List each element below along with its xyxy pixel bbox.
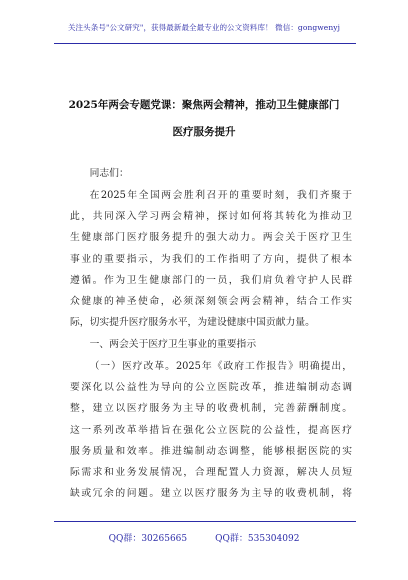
salutation-text: 同志们：: [89, 168, 129, 179]
paragraph-line: 服务质量和效率。推进编制动态调整，能够根据医院的实: [70, 445, 352, 457]
paragraph-line: 缺或冗余的问题。建立以医疗服务为主导的收费机制，将: [70, 488, 352, 500]
footer: [0, 531, 408, 544]
paragraph-line: 要深化以公益性为导向的公立医院改革，推进编制动态调: [70, 382, 352, 394]
paragraph-line: 际需求和业务发展情况，合理配置人力资源，解决人员短: [70, 466, 352, 478]
footer-qq-group-2: QQ群：535304092: [215, 534, 300, 544]
document-title-line-1: 2025年两会专题党课：聚焦两会精神，推动卫生健康部门: [68, 99, 340, 111]
paragraph-line: （一）医疗改革。2025年《政府工作报告》明确提出，: [89, 361, 352, 372]
paragraph-line: 这一系列改革举措旨在强化公立医院的公益性，提高医疗: [70, 424, 352, 436]
paragraph-line: 遵循。作为卫生健康部门的一员，我们肩负着守护人民群: [70, 274, 352, 286]
paragraph-1: [70, 185, 352, 333]
header-divider: [54, 43, 356, 44]
paragraph-line: 此，共同深入学习两会精神，探讨如何将其转化为推动卫: [70, 211, 352, 223]
footer-divider: [54, 521, 356, 522]
document-title-line-2: 医疗服务提升: [172, 126, 236, 138]
paragraph-line: 众健康的神圣使命，必须深刻领会两会精神，结合工作实: [70, 295, 352, 307]
header-banner: 关注头条号"公文研究"，获得最新最全最专业的公文资料库！ 微信：gongwenyj: [67, 23, 341, 32]
paragraph-line: 际，切实提升医疗服务水平，为建设健康中国贡献力量。: [70, 317, 315, 329]
section-heading-text: 一、两会关于医疗卫生事业的重要指示: [89, 339, 257, 350]
paragraph-2: [70, 356, 352, 504]
salutation: [70, 163, 352, 184]
paragraph-line: 生健康部门医疗服务提升的强大动力。两会关于医疗卫生: [70, 232, 352, 244]
paragraph-line: 整，建立以医疗服务为主导的收费机制，完善薪酬制度。: [70, 403, 352, 415]
paragraph-line: 在2025年全国两会胜利召开的重要时刻，我们齐聚于: [89, 190, 352, 201]
section-1-heading: [70, 334, 352, 355]
paragraph-line: 事业的重要指示，为我们的工作指明了方向，提供了根本: [70, 253, 352, 265]
footer-qq-group-1: QQ群：30265665: [108, 534, 188, 544]
